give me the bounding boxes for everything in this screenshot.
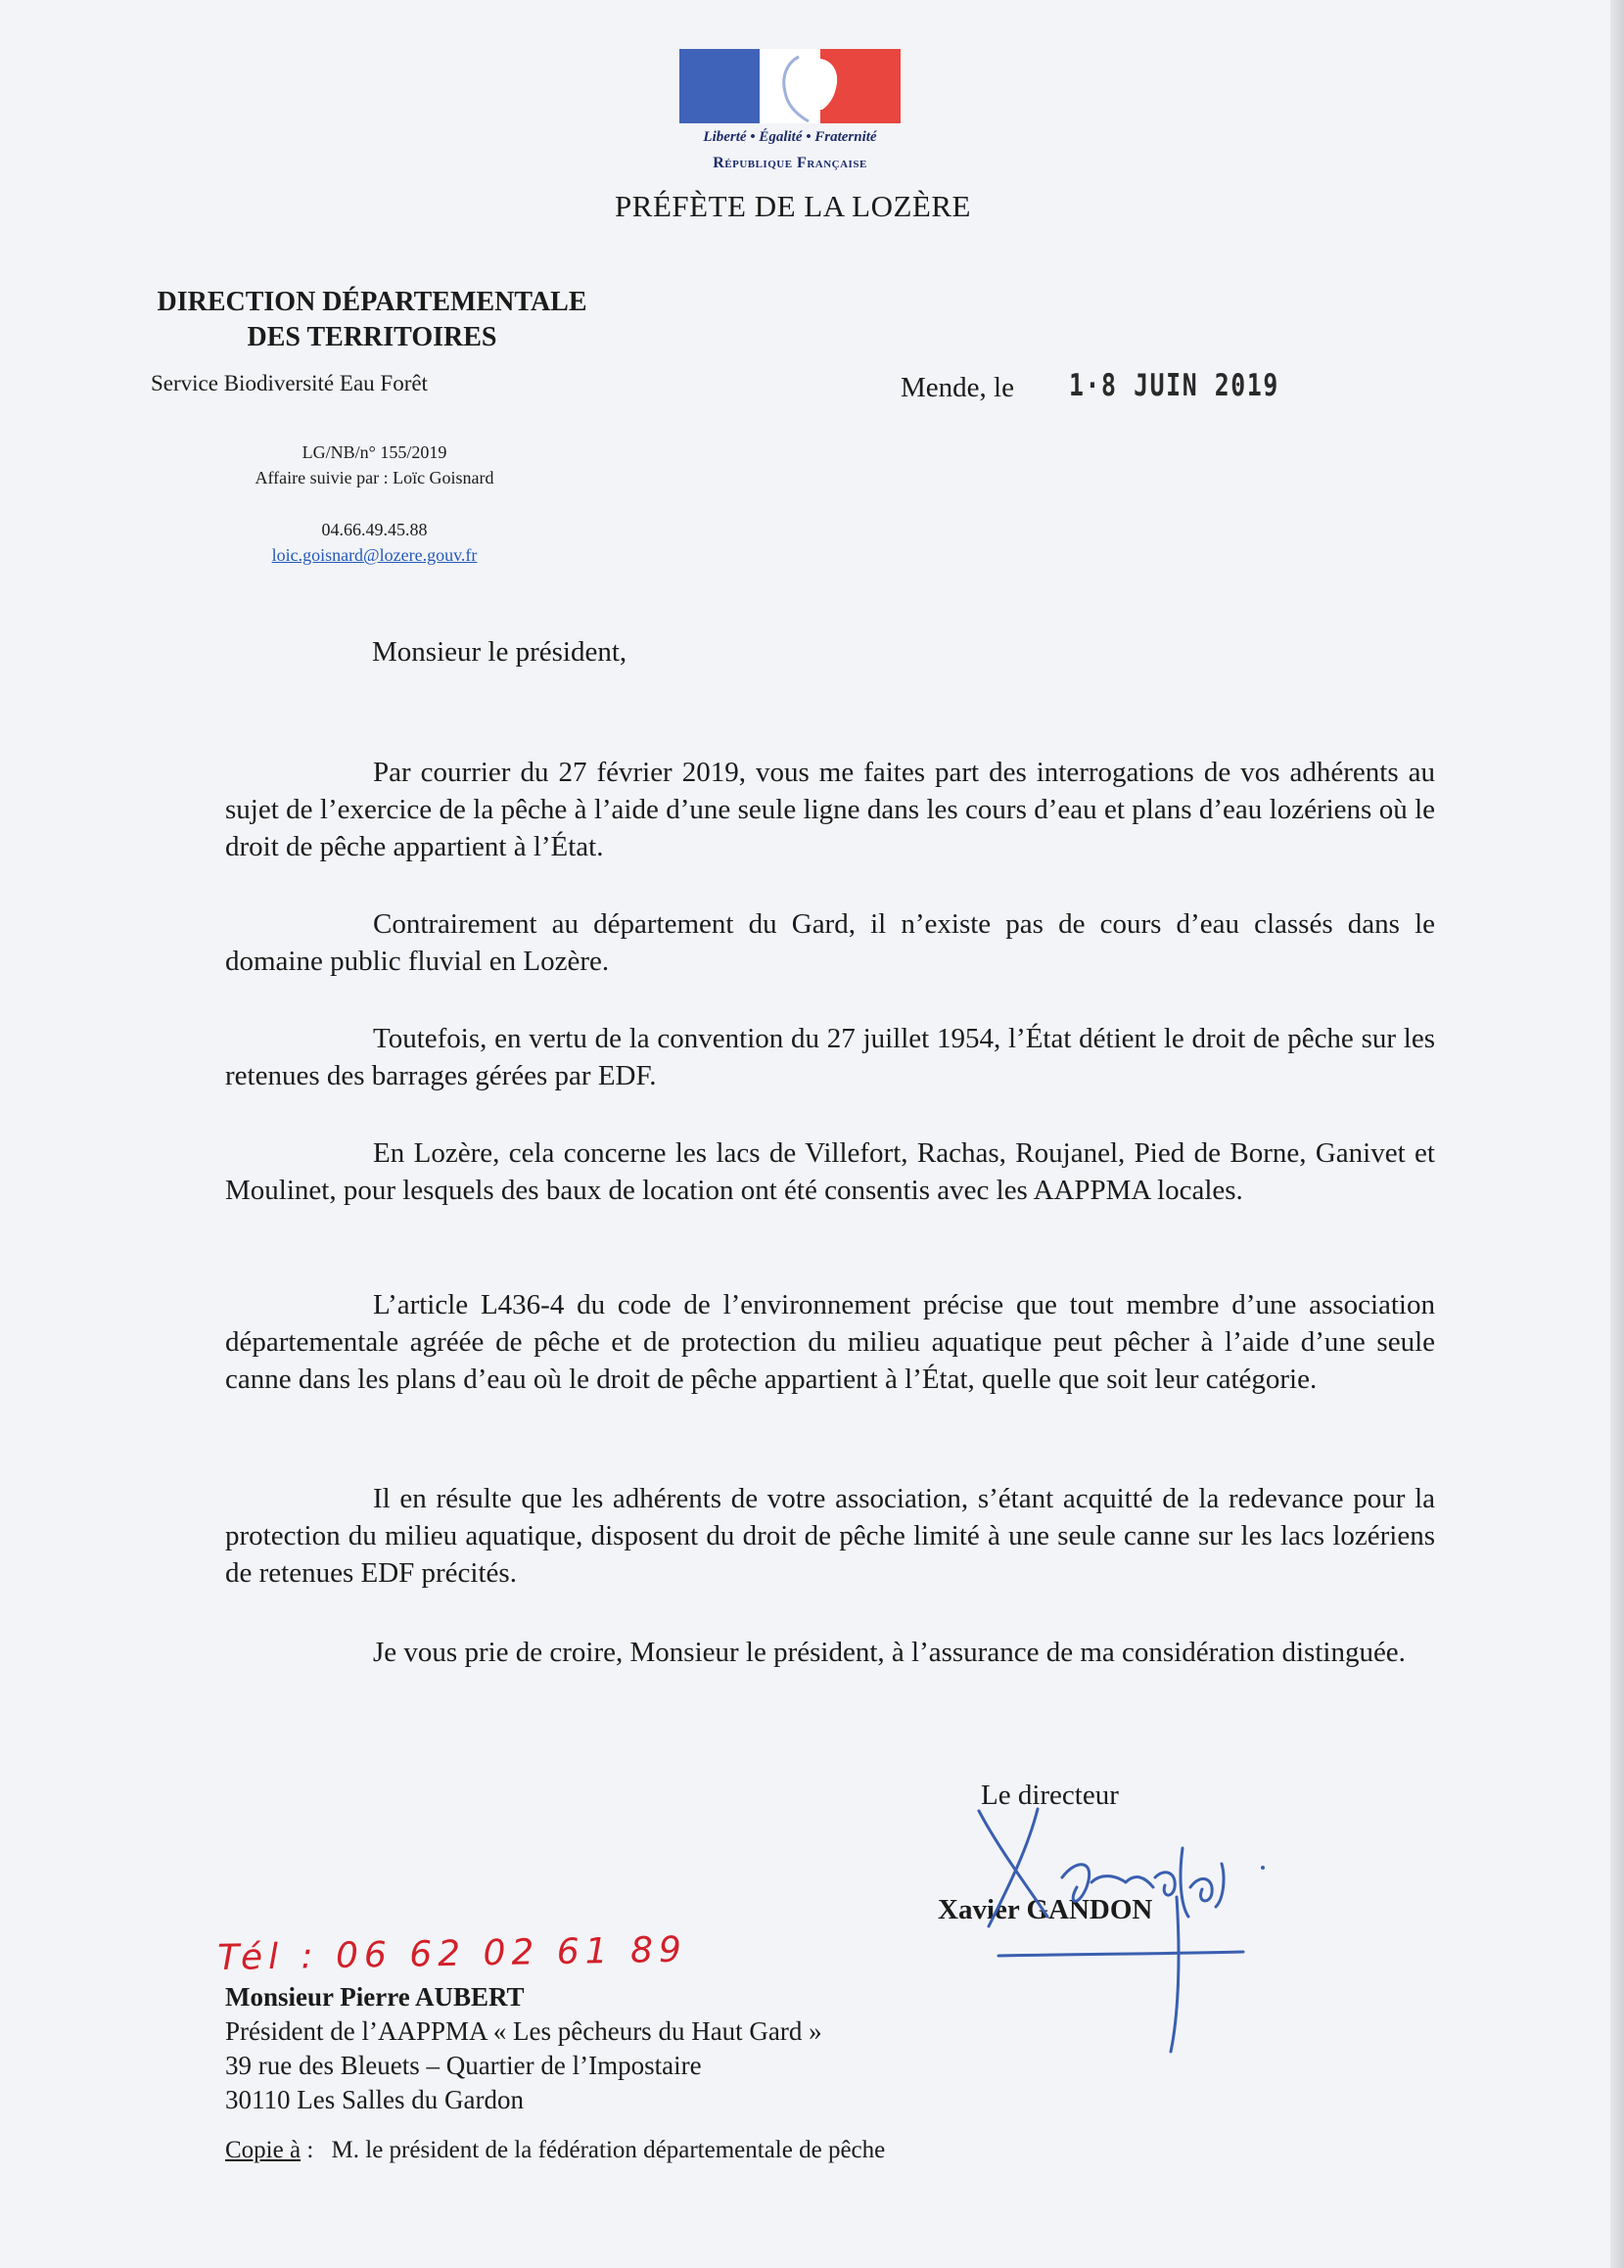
republic-motto: Liberté • Égalité • Fraternité <box>703 129 877 145</box>
copy-separator: : <box>306 2137 314 2163</box>
republic-name: République Française <box>713 155 867 171</box>
page-edge <box>1610 0 1624 2268</box>
sender-phone: 04.66.49.45.88 <box>321 520 428 539</box>
copy-recipient: M. le président de la fédération départementale de pêche <box>331 2137 886 2163</box>
recipient-address-line: 39 rue des Bleuets – Quartier de l’Impostaire <box>225 2051 702 2080</box>
body-paragraph: Toutefois, en vertu de la convention du 27 juillet 1954, l’État détient le droit de pêche sur les retenues des barrages gérées par EDF. <box>225 1023 1435 1091</box>
closing-paragraph: Je vous prie de croire, Monsieur le président, à l’assurance de ma considération distinguée. <box>373 1637 1406 1668</box>
date-stamp: 1·8 JUIN 2019 <box>1069 368 1279 403</box>
body-paragraph: Par courrier du 27 février 2019, vous me faites part des interrogations de vos adhérents au sujet de l’exercice de la pêche à l’aide d’une seule ligne dans les cours d’eau et plans d’eau lozériens où le droit de pêche appartient à l’État. <box>225 757 1435 862</box>
reference-number: LG/NB/n° 155/2019 <box>302 442 447 462</box>
dateline-place: Mende, le <box>901 372 1014 403</box>
salutation: Monsieur le président, <box>372 636 627 668</box>
handwritten-phone-note: Tél : 06 62 02 61 89 <box>217 1929 688 1978</box>
signatory-title: Le directeur <box>981 1780 1119 1811</box>
body-paragraph: Contrairement au département du Gard, il n’existe pas de cours d’eau classés dans le domaine public fluvial en Lozère. <box>225 908 1435 977</box>
body-paragraph: L’article L436-4 du code de l’environnement précise que tout membre d’une association départementale agréée de pêche et de protection du milieu aquatique peut pêcher à l’aide d’une seule canne dans les plans d’eau où le droit de pêche appartient à l’État, quelle que soit leur catégorie. <box>225 1289 1435 1395</box>
recipient-name: Monsieur Pierre AUBERT <box>225 1982 525 2012</box>
prefecture-title: PRÉFÈTE DE LA LOZÈRE <box>615 189 971 223</box>
signatory-name: Xavier GANDON <box>938 1894 1153 1925</box>
service-name: Service Biodiversité Eau Forêt <box>151 371 428 395</box>
tricolor-flag <box>679 49 901 123</box>
body-paragraph: Il en résulte que les adhérents de votre association, s’étant acquitté de la redevance pour la protection du milieu aquatique, disposent du droit de pêche limité à une seule canne sur les lacs lozériens de retenues EDF précités. <box>225 1483 1435 1589</box>
marianne-logo <box>679 49 901 181</box>
handwritten-signature <box>969 1780 1282 2063</box>
copy-to <box>225 2137 885 2164</box>
sender-email-link[interactable]: loic.goisnard@lozere.gouv.fr <box>271 545 478 565</box>
recipient-address-line: 30110 Les Salles du Gardon <box>225 2085 524 2114</box>
body-paragraph: En Lozère, cela concerne les lacs de Villefort, Rachas, Roujanel, Pied de Borne, Ganivet et Moulinet, pour lesquels des baux de location ont été consentis avec les AAPPMA locales. <box>225 1137 1435 1206</box>
followed-by: Affaire suivie par : Loïc Goisnard <box>255 468 494 487</box>
direction-name-line2: DES TERRITOIRES <box>247 322 497 352</box>
recipient-address-line: Président de l’AAPPMA « Les pêcheurs du Haut Gard » <box>225 2016 822 2046</box>
copy-label: Copie à <box>225 2137 302 2163</box>
direction-name-line1: DIRECTION DÉPARTEMENTALE <box>157 287 587 317</box>
